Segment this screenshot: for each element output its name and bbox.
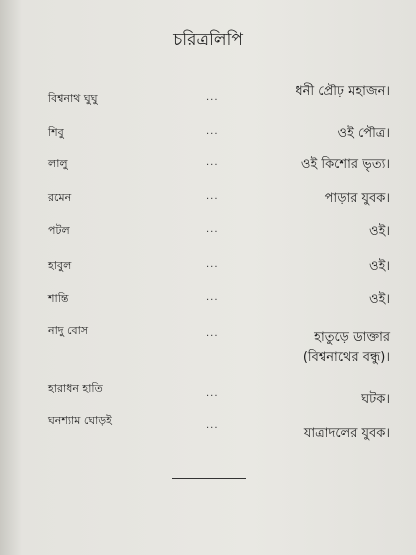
separator-dots: ...: [206, 328, 219, 339]
character-role: ওই কিশোর ভৃত্য।: [300, 157, 390, 172]
separator-dots: ...: [206, 126, 219, 137]
character-row: [0, 322, 416, 370]
character-name: লালু: [48, 157, 68, 170]
separator-dots: ...: [206, 259, 219, 270]
character-row: [0, 222, 416, 262]
character-name: শিবু: [48, 126, 64, 139]
character-role: ঘটক।: [361, 392, 390, 407]
separator-dots: ...: [206, 191, 219, 202]
separator-dots: ...: [206, 388, 219, 399]
character-name: পটল: [48, 224, 70, 237]
separator-dots: ...: [206, 157, 219, 168]
page-title: চরিত্রলিপি: [173, 30, 243, 50]
separator-dots: ...: [206, 92, 219, 103]
character-role-continued: (বিশ্বনাথের বন্ধু)।: [302, 350, 390, 365]
separator-dots: ...: [206, 292, 219, 303]
character-name: বিশ্বনাথ ঘুঘু: [48, 92, 98, 105]
character-role: ওই।: [369, 292, 390, 307]
character-role: হাতুড়ে ডাক্তার: [314, 330, 390, 345]
character-name: শান্তি: [48, 292, 69, 305]
character-role: ওই পৌত্র।: [337, 126, 390, 141]
character-name: হাবুল: [48, 259, 72, 272]
character-role: ওই।: [369, 259, 390, 274]
character-role: ওই।: [369, 224, 390, 239]
character-name: ঘনশ্যাম ঘোড়ই: [48, 414, 112, 427]
character-row: [0, 412, 416, 452]
end-divider-line: [172, 478, 246, 479]
character-name: নাদু বোস: [48, 324, 89, 337]
character-role: ধনী প্রৌঢ় মহাজন।: [295, 84, 390, 99]
separator-dots: ...: [206, 420, 219, 431]
character-role: পাড়ার যুবক।: [324, 191, 390, 206]
character-name: রমেন: [48, 191, 72, 204]
character-name: হারাধন হাতি: [48, 382, 103, 395]
separator-dots: ...: [206, 224, 219, 235]
character-role: যাত্রাদলের যুবক।: [303, 426, 390, 441]
